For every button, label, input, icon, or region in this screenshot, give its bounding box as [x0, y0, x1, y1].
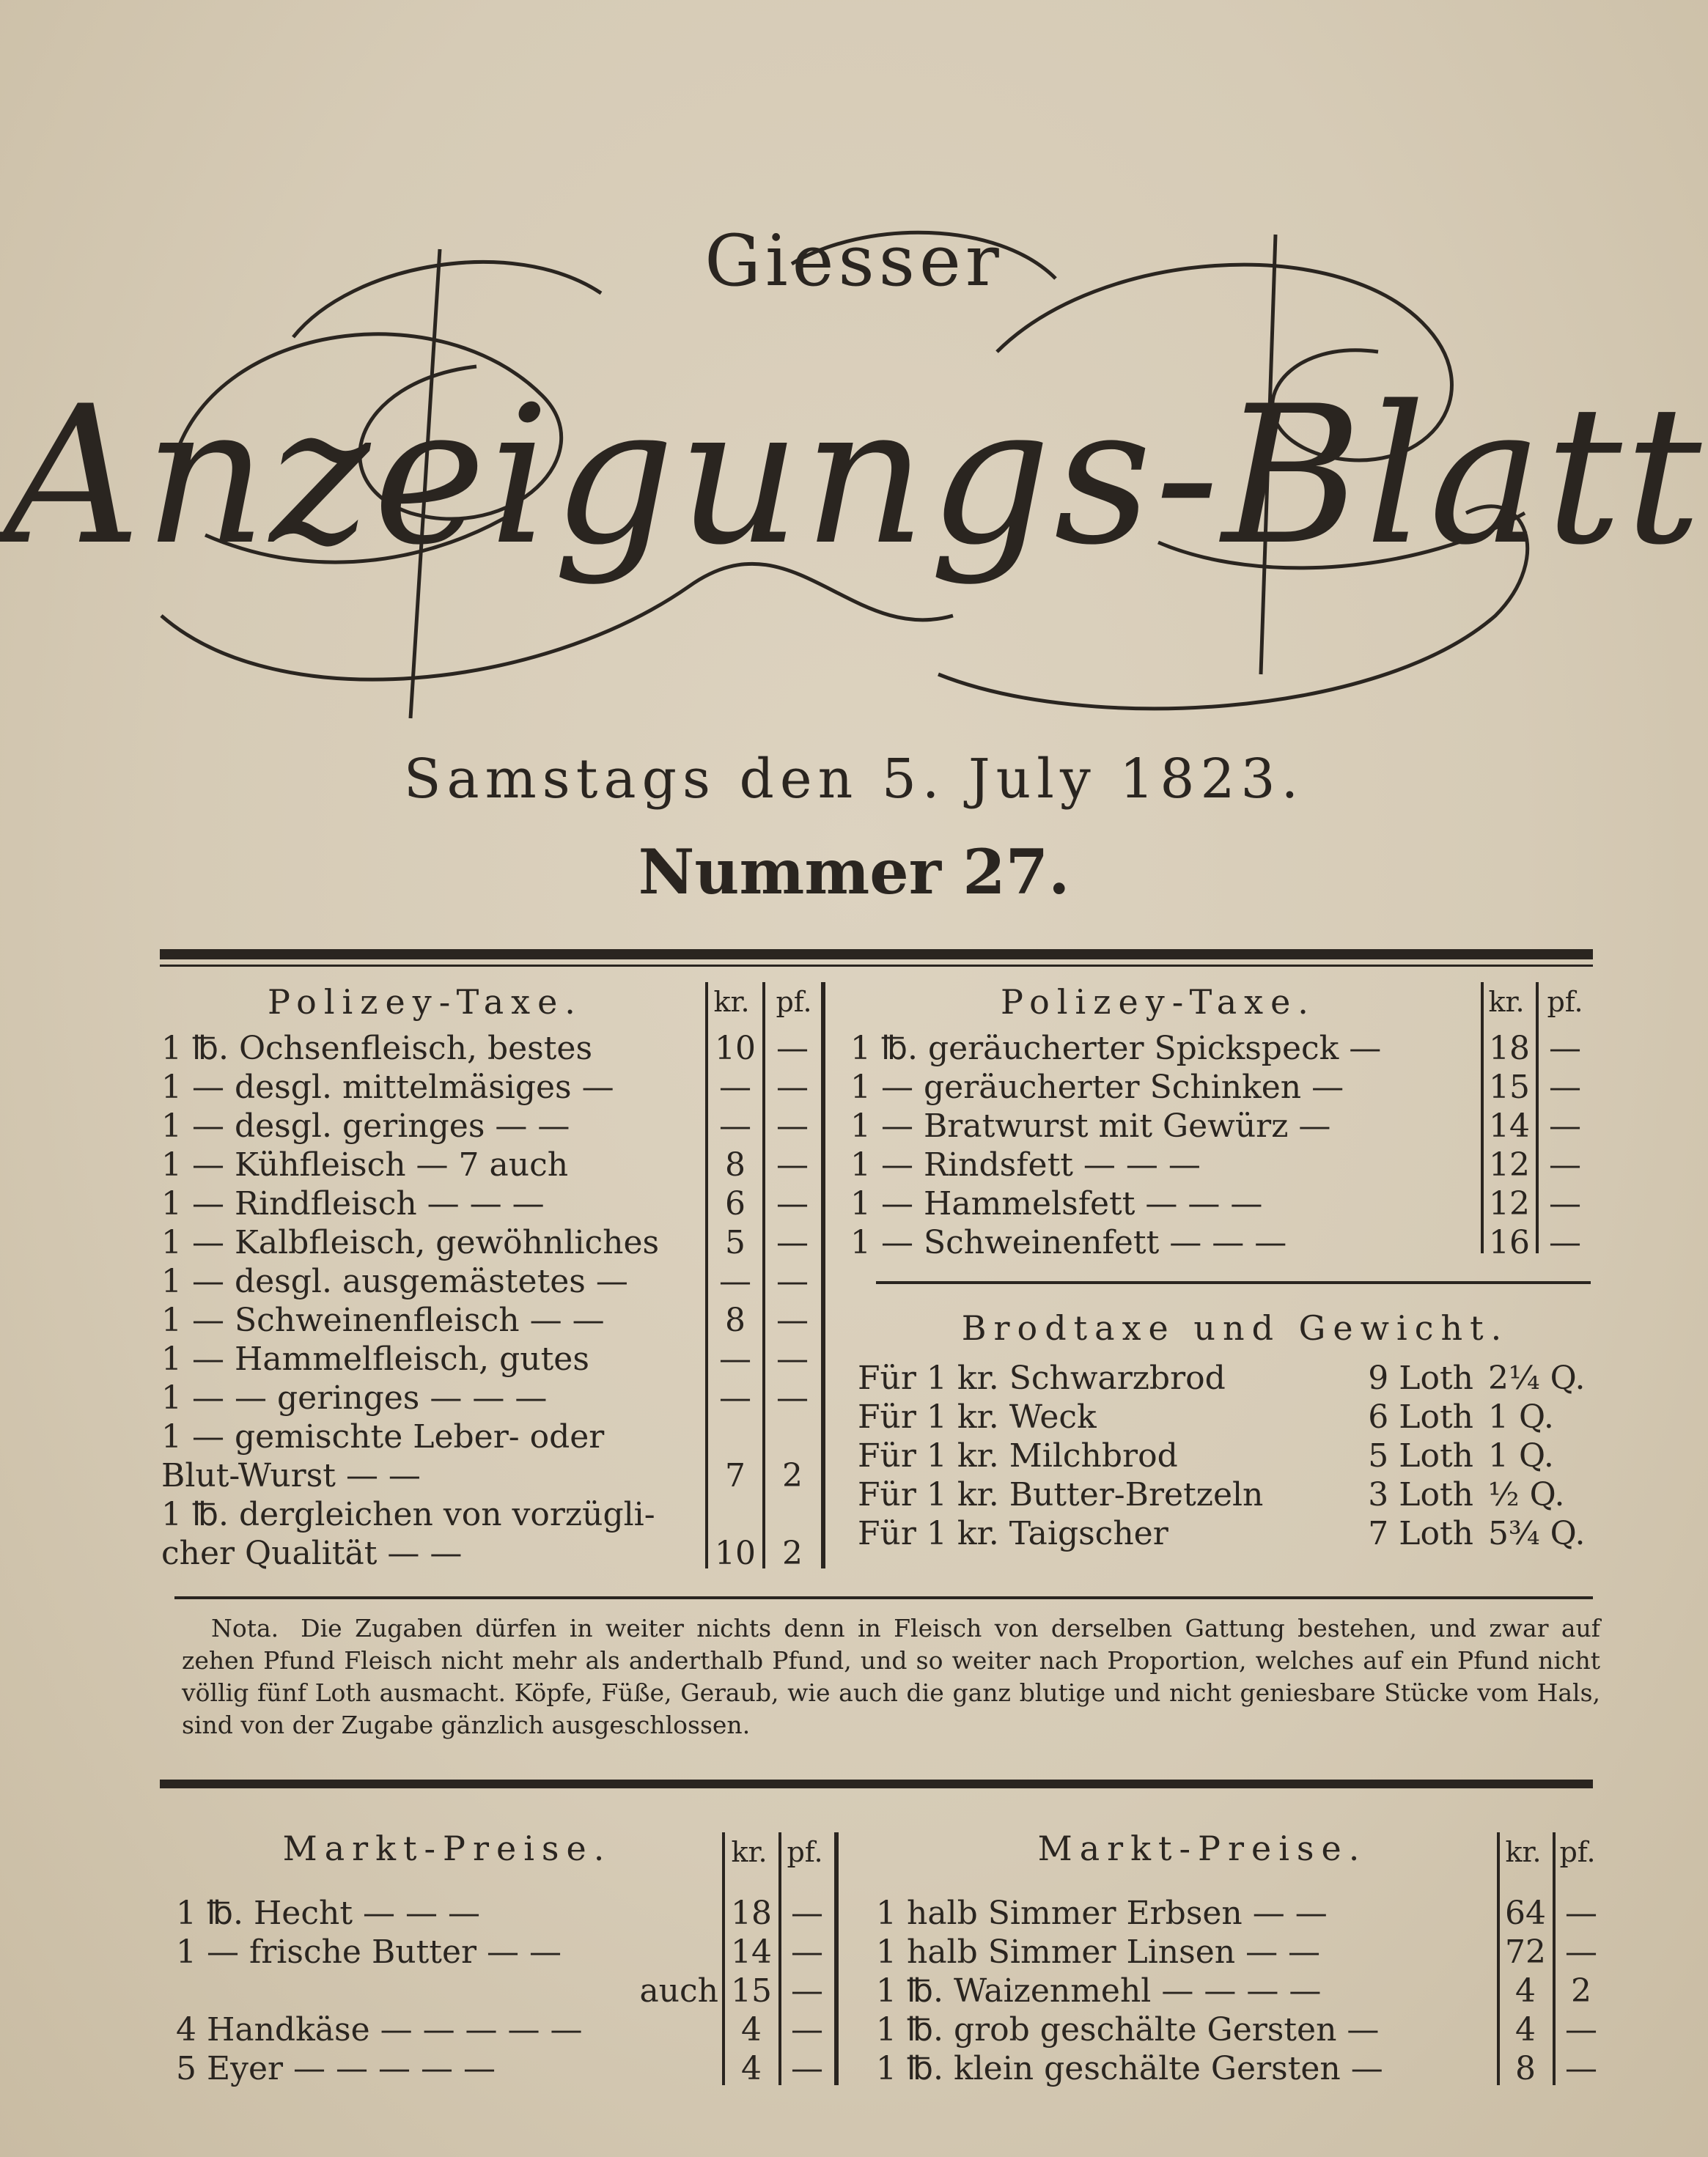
- table-row-pf: —: [776, 1263, 809, 1300]
- table-row-item: 1 — frische Butter — —: [176, 1933, 562, 1971]
- table-row-item: auch: [639, 1972, 718, 2010]
- table-row-item: 1 — Schweinenfleisch — —: [161, 1302, 605, 1339]
- table-row-item: 4 Handkäse — — — — —: [176, 2011, 583, 2049]
- table-row-kr: 10: [715, 1030, 756, 1067]
- table-row-pf: 2: [1571, 1972, 1591, 2010]
- table-row-kr: 5: [725, 1224, 746, 1261]
- brodtaxe-row-item: Für 1 kr. Schwarzbrod: [858, 1360, 1226, 1397]
- polizey-left-col-kr: kr.: [713, 986, 750, 1018]
- brodtaxe-heading: Brodtaxe und Gewicht.: [961, 1308, 1509, 1348]
- brodtaxe-row-item: Für 1 kr. Milchbrod: [858, 1437, 1178, 1475]
- polizey-left-heading: Polizey-Taxe.: [268, 982, 583, 1022]
- table-row-pf: —: [791, 2011, 823, 2049]
- table-row-pf: —: [1549, 1185, 1581, 1223]
- top-rule-thin: [160, 965, 1593, 967]
- table-row-pf: —: [776, 1107, 809, 1145]
- nota-rule: [174, 1596, 1593, 1599]
- table-row-kr: —: [719, 1107, 751, 1145]
- table-row-kr: 6: [725, 1185, 746, 1223]
- table-row-pf: —: [1549, 1069, 1581, 1106]
- table-row-pf: —: [1565, 2050, 1597, 2087]
- markt-left-divider-1: [722, 1832, 725, 2085]
- table-row-pf: 2: [782, 1457, 803, 1494]
- table-row-pf: —: [1565, 2011, 1597, 2049]
- table-row-kr: 8: [725, 1302, 746, 1339]
- brodtaxe-row-item: Für 1 kr. Butter-Bretzeln: [858, 1476, 1264, 1513]
- table-row-kr: 15: [1489, 1069, 1530, 1106]
- table-row-item: 1 ℔. dergleichen von vorzügli-: [161, 1496, 655, 1533]
- brodtaxe-row-item: Für 1 kr. Taigscher: [858, 1515, 1168, 1552]
- masthead-place: Giesser: [704, 220, 1004, 302]
- markt-left-heading: Markt-Preise.: [282, 1829, 612, 1868]
- dateline: Samstags den 5. July 1823.: [403, 748, 1305, 811]
- table-row-kr: 10: [715, 1535, 756, 1572]
- table-row-kr: —: [719, 1069, 751, 1106]
- table-row-item: 1 ℔. klein geschälte Gersten —: [876, 2050, 1383, 2087]
- table-row-item: 1 — Schweinenfett — — —: [850, 1224, 1287, 1261]
- table-row-pf: 2: [782, 1535, 803, 1572]
- polizey-right-col-kr: kr.: [1488, 986, 1525, 1018]
- table-row-item: 1 — Kalbfleisch, gewöhnliches: [161, 1224, 660, 1261]
- top-rule: [160, 949, 1593, 959]
- brodtaxe-row-quentchen: 1 Q.: [1488, 1437, 1554, 1475]
- table-row-pf: —: [791, 1895, 823, 1932]
- table-row-item: 5 Eyer — — — — —: [176, 2050, 496, 2087]
- brodtaxe-row-quentchen: 5¾ Q.: [1488, 1515, 1586, 1552]
- table-row-kr: 8: [1515, 2050, 1536, 2087]
- table-row-item: 1 — — geringes — — —: [161, 1379, 548, 1417]
- table-row-kr: 4: [741, 2011, 762, 2049]
- table-row-kr: 64: [1505, 1895, 1546, 1932]
- table-row-pf: —: [776, 1302, 809, 1339]
- table-row-item: 1 halb Simmer Erbsen — —: [876, 1895, 1328, 1932]
- markt-left-col-kr: kr.: [731, 1836, 768, 1868]
- polizey-left-divider-1: [705, 982, 708, 1568]
- brodtaxe-row-item: Für 1 kr. Weck: [858, 1398, 1097, 1436]
- center-divider-top: [821, 982, 825, 1568]
- brodtaxe-row-loth: 9 Loth: [1368, 1360, 1473, 1397]
- table-row-kr: 14: [1489, 1107, 1530, 1145]
- table-row-item: 1 — Hammelsfett — — —: [850, 1185, 1263, 1223]
- table-row-item: 1 ℔. Waizenmehl — — — —: [876, 1972, 1322, 2010]
- table-row-item: 1 ℔. grob geschälte Gersten —: [876, 2011, 1380, 2049]
- polizey-left-col-pf: pf.: [776, 986, 812, 1018]
- table-row-pf: —: [791, 2050, 823, 2087]
- table-row-pf: —: [1549, 1030, 1581, 1067]
- table-row-kr: 8: [725, 1146, 746, 1184]
- markt-rule: [160, 1780, 1593, 1788]
- brodtaxe-rule: [876, 1281, 1591, 1284]
- table-row-pf: —: [791, 1933, 823, 1971]
- table-row-pf: —: [1549, 1146, 1581, 1184]
- brodtaxe-row-quentchen: ½ Q.: [1488, 1476, 1565, 1513]
- polizey-left-divider-2: [762, 982, 765, 1568]
- polizey-right-divider-2: [1536, 982, 1539, 1253]
- center-divider-bottom: [834, 1832, 839, 2085]
- markt-right-heading: Markt-Preise.: [1037, 1829, 1367, 1868]
- table-row-kr: —: [719, 1263, 751, 1300]
- table-row-pf: —: [776, 1030, 809, 1067]
- table-row-kr: 16: [1489, 1224, 1530, 1261]
- polizey-right-heading: Polizey-Taxe.: [1001, 982, 1316, 1022]
- table-row-item: 1 — Rindsfett — — —: [850, 1146, 1201, 1184]
- table-row-item: 1 — desgl. mittelmäsiges —: [161, 1069, 614, 1106]
- brodtaxe-row-loth: 6 Loth: [1368, 1398, 1473, 1436]
- brodtaxe-row-quentchen: 2¼ Q.: [1488, 1360, 1586, 1397]
- issue-number: Nummer 27.: [638, 836, 1070, 908]
- table-row-item: 1 ℔. Hecht — — —: [176, 1895, 480, 1932]
- table-row-pf: —: [776, 1379, 809, 1417]
- markt-left-col-pf: pf.: [787, 1836, 823, 1868]
- table-row-kr: 15: [731, 1972, 772, 2010]
- table-row-kr: 18: [731, 1895, 772, 1932]
- table-row-pf: —: [1549, 1107, 1581, 1145]
- table-row-item: cher Qualität — —: [161, 1535, 463, 1572]
- table-row-kr: 4: [1515, 2011, 1536, 2049]
- brodtaxe-row-loth: 7 Loth: [1368, 1515, 1473, 1552]
- table-row-item: 1 — geräucherter Schinken —: [850, 1069, 1344, 1106]
- table-row-item: 1 — Hammelfleisch, gutes: [161, 1341, 589, 1378]
- table-row-pf: —: [776, 1146, 809, 1184]
- masthead-title: Anzeigungs-Blatt: [3, 366, 1705, 587]
- nota-block: [182, 1612, 1600, 1741]
- table-row-kr: 4: [741, 2050, 762, 2087]
- table-row-item: 1 — Rindfleisch — — —: [161, 1185, 545, 1223]
- table-row-pf: —: [776, 1224, 809, 1261]
- table-row-item: 1 halb Simmer Linsen — —: [876, 1933, 1321, 1971]
- nota-label: Nota.: [211, 1614, 279, 1642]
- table-row-kr: —: [719, 1341, 751, 1378]
- table-row-item: 1 ℔. Ochsenfleisch, bestes: [161, 1030, 593, 1067]
- table-row-item: 1 ℔. geräucherter Spickspeck —: [850, 1030, 1382, 1067]
- brodtaxe-row-quentchen: 1 Q.: [1488, 1398, 1554, 1436]
- table-row-kr: 18: [1489, 1030, 1530, 1067]
- table-row-pf: —: [776, 1341, 809, 1378]
- table-row-item: 1 — Kühfleisch — 7 auch: [161, 1146, 569, 1184]
- table-row-pf: —: [1565, 1933, 1597, 1971]
- brodtaxe-row-loth: 3 Loth: [1368, 1476, 1473, 1513]
- table-row-item: Blut-Wurst — —: [161, 1457, 421, 1494]
- nota-text: Die Zugaben dürfen in weiter nichts denn in Fleisch von derselben Gattung bestehen, und zwar auf zehen Pfund Fleisch nicht mehr als anderthalb Pfund, und so weiter nach Proportion, welches auf ein Pfund nicht völlig fünf Loth ausmacht. Köpfe, Füße, Geraub, wie auch die ganz blutige und nicht geniesbare Stücke vom Hals, sind von der Zugabe gänzlich ausgeschlossen.: [182, 1614, 1600, 1739]
- table-row-kr: 4: [1515, 1972, 1536, 2010]
- table-row-pf: —: [1549, 1224, 1581, 1261]
- table-row-item: 1 — desgl. geringes — —: [161, 1107, 570, 1145]
- table-row-kr: 14: [731, 1933, 772, 1971]
- table-row-item: 1 — desgl. ausgemästetes —: [161, 1263, 628, 1300]
- table-row-kr: —: [719, 1379, 751, 1417]
- markt-right-col-pf: pf.: [1559, 1836, 1596, 1868]
- table-row-item: 1 — gemischte Leber- oder: [161, 1418, 605, 1456]
- table-row-kr: 72: [1505, 1933, 1546, 1971]
- table-row-pf: —: [791, 1972, 823, 2010]
- table-row-pf: —: [776, 1069, 809, 1106]
- markt-right-col-kr: kr.: [1505, 1836, 1542, 1868]
- table-row-kr: 7: [725, 1457, 746, 1494]
- polizey-right-col-pf: pf.: [1547, 986, 1583, 1018]
- table-row-kr: 12: [1489, 1185, 1530, 1223]
- brodtaxe-row-loth: 5 Loth: [1368, 1437, 1473, 1475]
- table-row-pf: —: [1565, 1895, 1597, 1932]
- table-row-pf: —: [776, 1185, 809, 1223]
- table-row-item: 1 — Bratwurst mit Gewürz —: [850, 1107, 1331, 1145]
- table-row-kr: 12: [1489, 1146, 1530, 1184]
